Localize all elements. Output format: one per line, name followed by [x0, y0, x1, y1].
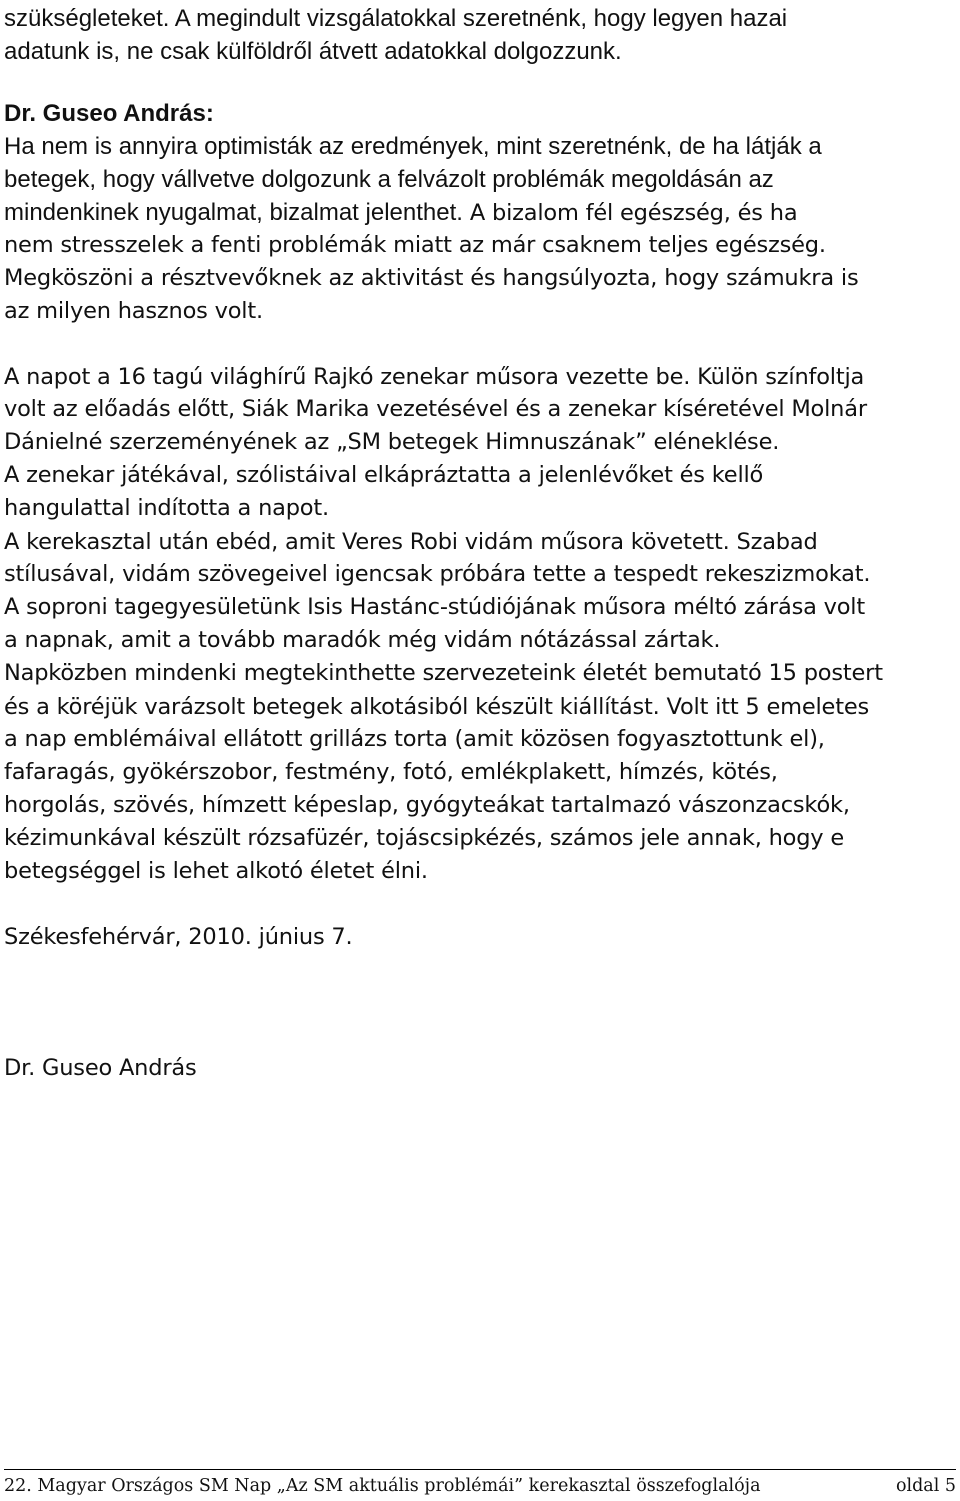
footer-title: 22. Magyar Országos SM Nap „Az SM aktuális problémái” kerekasztal összefoglalója	[4, 1476, 761, 1496]
paragraph-line: Dánielné szerzeményének az „SM betegek Himnuszának” eléneklése.	[4, 429, 780, 455]
paragraph-segment: Szabad	[729, 529, 818, 555]
paragraph-line: volt az előadás előtt, Siák Marika vezetésével és a zenekar kíséretével Molnár	[4, 396, 867, 422]
paragraph-segment: Volt itt 5 emeletes	[659, 694, 869, 720]
paragraph-line: a nap emblémáival ellátott grillázs torta (amit közösen fogyasztottunk el),	[4, 726, 825, 752]
signature-name: Dr. Guseo András	[4, 1055, 197, 1081]
place-date-line: Székesfehérvár, 2010. június 7.	[4, 924, 353, 950]
paragraph-line: adatunk is, ne csak külföldről átvett adatokkal dolgozzunk.	[4, 38, 622, 65]
speaker-heading: Dr. Guseo András:	[4, 100, 214, 127]
paragraph-line: Napközben mindenki megtekinthette szervezeteink életét bemutató 15 postert	[4, 660, 883, 686]
paragraph-line-mixed	[4, 196, 797, 230]
paragraph-line-mixed	[4, 690, 869, 724]
paragraph-line: A zenekar játékával, szólistáival elkápráztatta a jelenlévőket és kellő	[4, 462, 764, 488]
paragraph-line: Ha nem is annyira optimisták az eredmények, mint szeretnénk, de ha látják a	[4, 133, 822, 160]
paragraph-line: Megköszöni a résztvevőknek az aktivitást és hangsúlyozta, hogy számukra is	[4, 265, 859, 291]
page-number: oldal 5	[895, 1476, 956, 1496]
paragraph-segment: Külön színfoltja	[690, 364, 865, 390]
paragraph-line: a napnak, amit a tovább maradók még vidám nótázással zártak.	[4, 627, 721, 653]
paragraph-line: A soproni tagegyesületünk Isis Hastánc-stúdiójának műsora méltó zárása volt	[4, 594, 865, 620]
paragraph-line: kézimunkával készült rózsafüzér, tojáscsipkézés, számos jele annak, hogy e	[4, 825, 845, 851]
paragraph-segment: A kerekasztal után ebéd, amit Veres Robi vidám műsora követett.	[4, 529, 730, 555]
paragraph-segment: A bizalom fél egészség, és ha	[462, 200, 798, 226]
paragraph-segment: és a köréjük varázsolt betegek alkotásiból készült kiállítást.	[4, 694, 660, 720]
paragraph-line: stílusával, vidám szövegeivel igencsak próbára tette a tespedt rekeszizmokat.	[4, 561, 871, 587]
paragraph-line: horgolás, szövés, hímzett képeslap, gyógyteákat tartalmazó vászonzacskók,	[4, 792, 850, 818]
paragraph-line: szükségleteket. A megindult vizsgálatokkal szeretnénk, hogy legyen hazai	[4, 5, 788, 32]
paragraph-line: nem stresszelek a fenti problémák miatt az már csaknem teljes egészség.	[4, 232, 826, 258]
paragraph-line: betegek, hogy vállvetve dolgozunk a felvázolt problémák megoldásán az	[4, 166, 774, 193]
paragraph-line: betegséggel is lehet alkotó életet élni.	[4, 858, 428, 884]
paragraph-segment: mindenkinek nyugalmat, bizalmat jelenthet.	[4, 199, 463, 226]
paragraph-line: fafaragás, gyökérszobor, festmény, fotó, emlékplakett, hímzés, kötés,	[4, 759, 778, 785]
paragraph-line-mixed	[4, 525, 818, 559]
page-footer	[4, 1469, 956, 1500]
paragraph-line: hangulattal indította a napot.	[4, 495, 329, 521]
paragraph-line: az milyen hasznos volt.	[4, 298, 263, 324]
paragraph-segment: A napot a 16 tagú világhírű Rajkó zenekar műsora vezette be.	[4, 364, 691, 390]
paragraph-line-mixed	[4, 360, 864, 394]
